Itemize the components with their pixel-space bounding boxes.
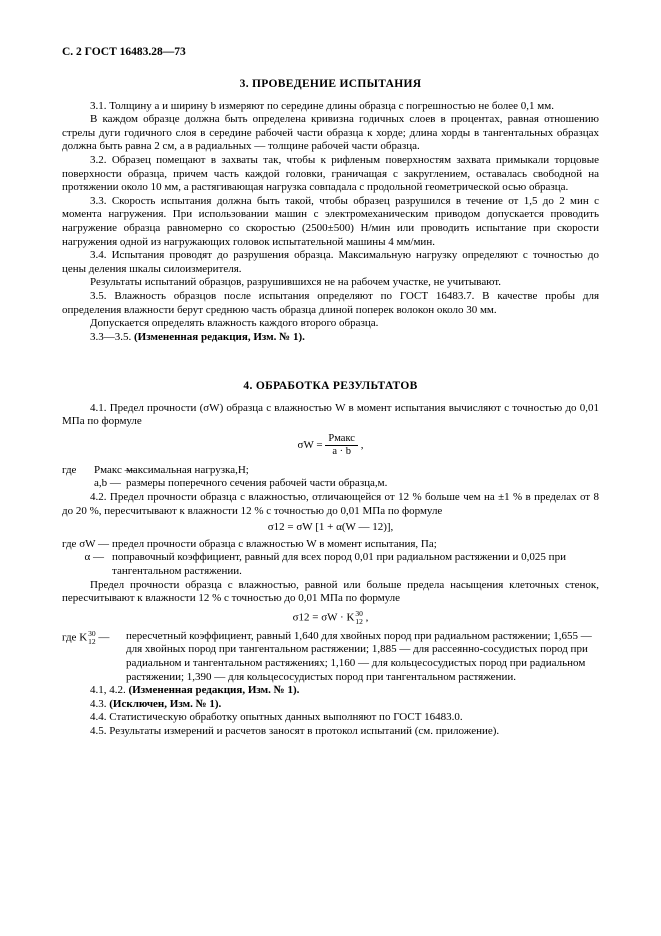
formula-1-fraction: $\frac{\text{Pмакс}}{a \cdot b}$ bbox=[325, 433, 358, 458]
para-4-5: 4.5. Результаты измерений и расчетов заносят в протокол испытаний (см. приложение). bbox=[90, 724, 500, 737]
para-3-1-b: В каждом образце должна быть определена кривизна годичных слоев в процентах, равная отношению стрелы дуги годичного слоя в середине рабочей части образца к хорде; длина хорды в тангентальных образцах должна быть равна 2 см, а в радиальных — толщине рабочей части образца. bbox=[62, 113, 599, 153]
formula-2: σ12 = σW [1 + α(W — 12)], bbox=[267, 521, 394, 534]
para-4-4: 4.4. Статистическую обработку опытных данных выполняют по ГОСТ 16483.0. bbox=[90, 711, 463, 724]
para-4-3: 4.3. (Исключен, Изм. № 1). bbox=[90, 697, 222, 710]
para-3-2: 3.2. Образец помещают в захваты так, чтобы к рифленым поверхностям захвата примыкали торцовые поверхности образца, причем часть каждой головки, граничащая с закруглением, оставалась свободной на протяжении около 10 мм, а растягивающая нагрузка совпадала с продольной геометрической осью образца. bbox=[62, 153, 599, 194]
para-3-4-b: Результаты испытаний образцов, разрушившихся не на рабочем участке, не учитывают. bbox=[90, 276, 502, 289]
section-4-title: 4. ОБРАБОТКА РЕЗУЛЬТАТОВ bbox=[243, 380, 418, 392]
definitions-2: где σW — предел прочности образца с влажностью W в момент испытания, Па; α — поправочный коэффициент, равный для всех пород 0,01 при радиальном растяжении и 0,025 при тангентальном растяжении. bbox=[62, 537, 566, 577]
para-3-3: 3.3. Скорость испытания должна быть такой, чтобы образец разрушился в течение от 1,5 до 2 мин с момента нагружения. При использовании машин с электромеханическим приводом допускается проводить нагружение образца равномерно со скоростью (2500±500) Н/мин или проводить испытание при скорости нагружения одной из нагружающих головок испытательной машины 4 мм/мин. bbox=[62, 194, 599, 248]
para-4-2-b: Предел прочности образца с влажностью, равной или больше предела насыщения клеточных стенок, пересчитывают к влажности 12 % с точностью до 0,01 МПа по формуле bbox=[62, 578, 599, 605]
section-3 bbox=[62, 78, 599, 344]
amendment-3: 3.3—3.5. (Измененная редакция, Изм. № 1). bbox=[90, 330, 305, 343]
formula-3: σ12 = σW · K 30 12 , bbox=[292, 608, 369, 626]
para-3-5: 3.5. Влажность образцов после испытания определяют по ГОСТ 16483.7. В качестве пробы для определения влажности берут среднюю часть образца длиной поперек волокон около 30 мм. bbox=[62, 289, 599, 316]
para-4-1: 4.1. Предел прочности (σW) образца с влажностью W в момент испытания вычисляют с точностью до 0,01 МПа по формуле bbox=[62, 401, 599, 428]
para-3-4: 3.4. Испытания проводят до разрушения образца. Максимальную нагрузку определяют с точностью до цены деления шкалы силоизмерителя. bbox=[62, 249, 599, 275]
page-header: С. 2 ГОСТ 16483.28—73 bbox=[62, 46, 186, 58]
section-4 bbox=[62, 380, 599, 738]
para-3-1: 3.1. Толщину a и ширину b измеряют по середине длины образца с погрешностью не более 0,1 мм. bbox=[90, 99, 554, 112]
section-3-title: 3. ПРОВЕДЕНИЕ ИСПЫТАНИЯ bbox=[239, 78, 422, 90]
definitions-1: где Pмакс — максимальная нагрузка,Н; a,b — размеры поперечного сечения рабочей части образца,м. bbox=[62, 463, 388, 490]
formula-1: σW = $\frac{\text{Pмакс}}{a \cdot b}$ , bbox=[297, 432, 364, 457]
para-4-2: 4.2. Предел прочности образца с влажностью, отличающейся от 12 % больше чем на ±1 % в пределах от 8 до 20 %, пересчитывают к влажности 12 % с точностью до 0,01 МПа по формуле bbox=[62, 490, 599, 517]
amendment-4: 4.1, 4.2. (Измененная редакция, Изм. № 1). bbox=[90, 684, 300, 697]
para-3-5-b: Допускается определять влажность каждого второго образца. bbox=[90, 317, 379, 330]
definitions-3: где K 30 12 — пересчетный коэффициент, равный 1,640 для хвойных пород при радиальном растяжении; 1,655 — для хвойных пород при тангентальном растяжении; 1,885 — для рассеянно-сосудистых пород при радиальном и тангентальном растяжениях; 1,160 — для кольцесосудистых пород при радиальном растяжении; 1,390 — для кольцесосудистых пород при тангентальном растяжении. bbox=[62, 628, 592, 683]
